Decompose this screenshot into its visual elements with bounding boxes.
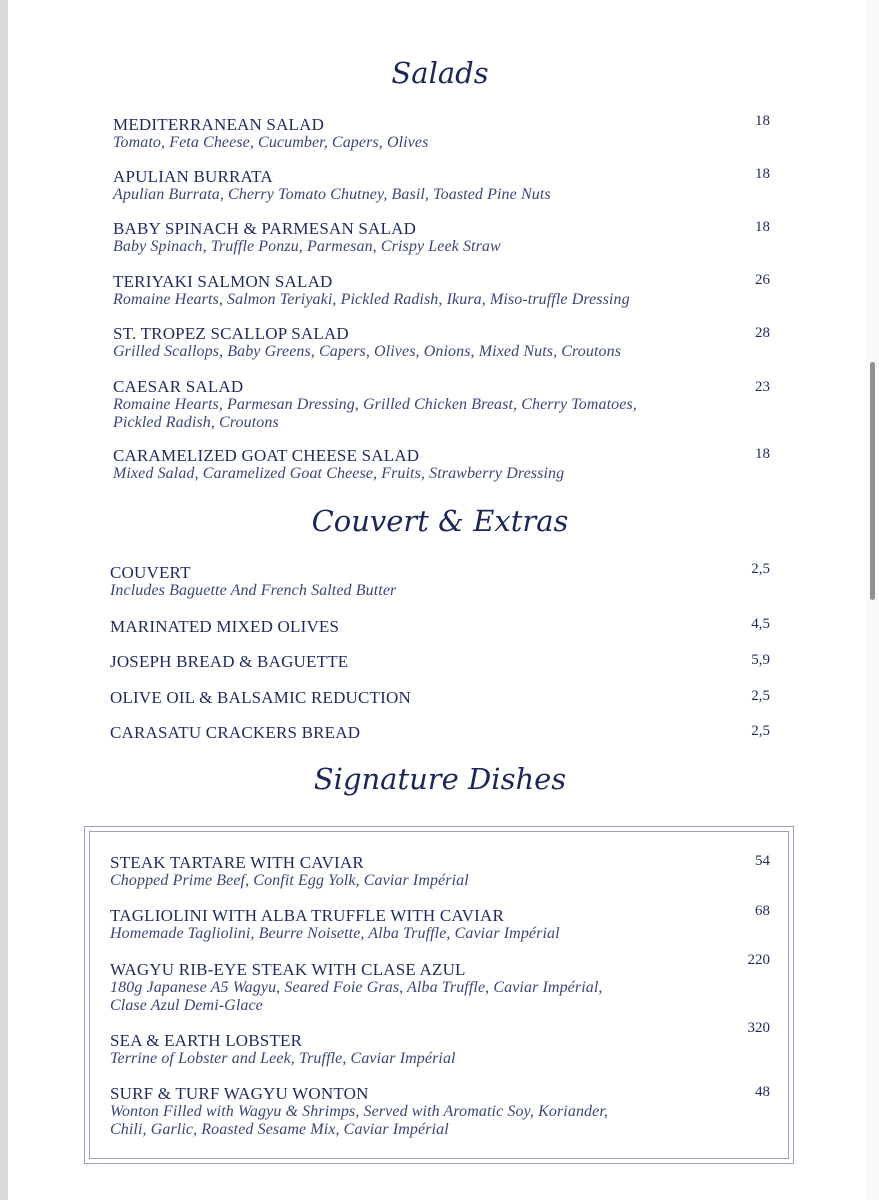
item-description-line-2: Chili, Garlic, Roasted Sesame Mix, Caviar Impérial (110, 1121, 449, 1138)
item-description: Wonton Filled with Wagyu & Shrimps, Served with Aromatic Soy, Koriander, (110, 1103, 609, 1120)
menu-item (113, 220, 773, 256)
item-name: MEDITERRANEAN SALAD (113, 115, 325, 134)
menu-item (110, 1085, 770, 1139)
menu-item (110, 1032, 770, 1068)
item-price: 54 (755, 853, 770, 869)
item-price: 68 (755, 903, 770, 919)
item-price: 28 (755, 325, 770, 341)
item-name: OLIVE OIL & BALSAMIC REDUCTION (110, 688, 411, 707)
item-name: BABY SPINACH & PARMESAN SALAD (113, 219, 417, 238)
item-description: 180g Japanese A5 Wagyu, Seared Foie Gras, Alba Truffle, Caviar Impérial, (110, 979, 603, 996)
item-price: 26 (755, 272, 770, 288)
menu-item (110, 961, 770, 1015)
item-name: TERIYAKI SALMON SALAD (113, 272, 333, 291)
item-description: Baby Spinach, Truffle Ponzu, Parmesan, Crispy Leek Straw (113, 238, 501, 255)
menu-item (113, 168, 773, 204)
menu-item (113, 273, 773, 309)
item-price: 5,9 (751, 652, 770, 668)
item-price: 23 (755, 379, 770, 395)
item-description: Apulian Burrata, Cherry Tomato Chutney, Basil, Toasted Pine Nuts (113, 186, 551, 203)
menu-item (113, 447, 773, 483)
scrollbar-thumb[interactable] (870, 362, 875, 600)
item-price: 220 (747, 952, 770, 968)
vertical-scrollbar[interactable] (865, 0, 879, 1200)
item-price: 18 (755, 446, 770, 462)
menu-page (8, 0, 872, 1200)
menu-item (110, 564, 770, 600)
item-name: APULIAN BURRATA (113, 167, 273, 186)
section-title-signature-dishes: Signature Dishes (313, 762, 567, 796)
item-price: 48 (755, 1084, 770, 1100)
menu-item (113, 116, 773, 152)
item-description: Includes Baguette And French Salted Butter (110, 582, 397, 599)
item-description-line-2: Pickled Radish, Croutons (113, 414, 279, 431)
menu-item (113, 378, 773, 432)
item-name: MARINATED MIXED OLIVES (110, 617, 340, 636)
section-title-salads: Salads (391, 56, 489, 90)
item-price: 4,5 (751, 616, 770, 632)
item-description: Romaine Hearts, Parmesan Dressing, Grilled Chicken Breast, Cherry Tomatoes, (113, 396, 637, 413)
item-price: 2,5 (751, 561, 770, 577)
item-name: COUVERT (110, 563, 191, 582)
item-price: 18 (755, 166, 770, 182)
menu-item (113, 325, 773, 361)
item-description: Grilled Scallops, Baby Greens, Capers, Olives, Onions, Mixed Nuts, Croutons (113, 343, 622, 360)
item-description: Mixed Salad, Caramelized Goat Cheese, Fruits, Strawberry Dressing (113, 465, 565, 482)
menu-item (110, 618, 770, 636)
item-name: WAGYU RIB-EYE STEAK WITH CLASE AZUL (110, 960, 466, 979)
item-name: CARAMELIZED GOAT CHEESE SALAD (113, 446, 420, 465)
item-price: 2,5 (751, 723, 770, 739)
menu-item (110, 653, 770, 671)
menu-item (110, 907, 770, 943)
item-name: TAGLIOLINI WITH ALBA TRUFFLE WITH CAVIAR (110, 906, 505, 925)
item-description: Chopped Prime Beef, Confit Egg Yolk, Caviar Impérial (110, 872, 469, 889)
item-description-line-2: Clase Azul Demi-Glace (110, 997, 263, 1014)
menu-item (110, 689, 770, 707)
item-price: 320 (747, 1020, 770, 1036)
item-name: JOSEPH BREAD & BAGUETTE (110, 652, 349, 671)
item-description: Terrine of Lobster and Leek, Truffle, Caviar Impérial (110, 1050, 456, 1067)
item-name: SURF & TURF WAGYU WONTON (110, 1084, 369, 1103)
item-name: ST. TROPEZ SCALLOP SALAD (113, 324, 349, 343)
menu-item (110, 854, 770, 890)
menu-item (110, 724, 770, 742)
item-name: CAESAR SALAD (113, 377, 244, 396)
item-price: 2,5 (751, 688, 770, 704)
item-description: Homemade Tagliolini, Beurre Noisette, Alba Truffle, Caviar Impérial (110, 925, 560, 942)
item-price: 18 (755, 113, 770, 129)
item-description: Tomato, Feta Cheese, Cucumber, Capers, Olives (113, 134, 429, 151)
item-description: Romaine Hearts, Salmon Teriyaki, Pickled Radish, Ikura, Miso-truffle Dressing (113, 291, 630, 308)
item-name: STEAK TARTARE WITH CAVIAR (110, 853, 364, 872)
item-name: CARASATU CRACKERS BREAD (110, 723, 361, 742)
item-name: SEA & EARTH LOBSTER (110, 1031, 303, 1050)
section-title-couvert-extras: Couvert & Extras (311, 504, 569, 538)
item-price: 18 (755, 219, 770, 235)
